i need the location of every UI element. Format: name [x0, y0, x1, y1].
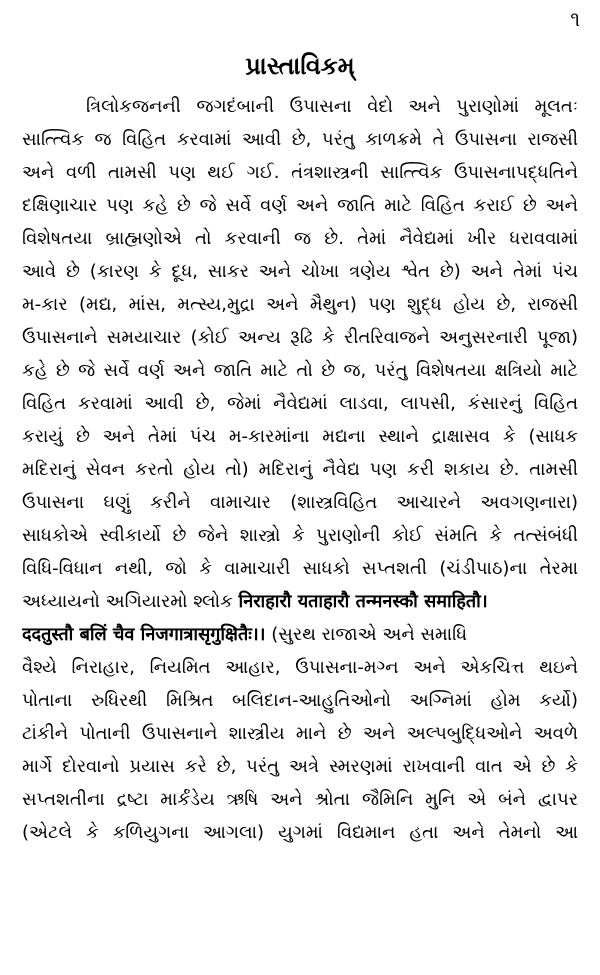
- text-line: માર્ગે દોરવાનો પ્રયાસ કરે છે, પરંતુ અત્રે સ્મરણમાં રાખવાની વાત એ છે કે: [22, 756, 578, 777]
- text-line-with-shloka: [22, 618, 578, 651]
- text-line: સાત્ત્વિક જ વિહિત કરવામાં આવી છે, પરંતુ કાળક્રમે તે ઉપાસના રાજસી: [22, 129, 578, 150]
- text-line: વૈશ્યે નિરાહાર, નિયમિત આહાર, ઉપાસના-મગ્ન અને એકચિત્ત થઇને: [22, 657, 578, 678]
- text-line: દક્ષિણાચાર પણ કહે છે જે સર્વે વર્ણ અને જાતિ માટે વિહિત કરાઈ છે અને: [22, 195, 578, 216]
- text-line: પોતાના રુધિરથી મિશ્રિત બલિદાન-આહુતિઓનો અગ્નિમાં હોમ કર્યો): [22, 690, 578, 711]
- text-line: ત્રિલોકજનની જગદંબાની ઉપાસના વેદો અને પુરાણોમાં મૂલતઃ: [86, 96, 578, 117]
- text-line: વિધિ-વિધાન નથી, જો કે વામાચારી સાધકો સપ્તશતી (ચંડીપાઠ)ના તેરમા: [22, 558, 578, 579]
- page-title: પ્રાસ્તાવિકમ્: [245, 52, 355, 80]
- text-line: વિશેષતયા બ્રાહ્મણોએ તો કરવાની જ છે. તેમાં નૈવેદ્યમાં ખીર ધરાવવામાં: [22, 228, 578, 249]
- text-line: કહે છે જે સર્વે વર્ણ અને જાતિ માટે તો છે જ, પરંતુ વિશેષતયા ક્ષત્રિયો માટે: [22, 360, 578, 381]
- body-text: [22, 90, 578, 849]
- text-line: સપ્તશતીના દ્રષ્ટા માર્કંડેય ઋષિ અને શ્રોતા જૈમિનિ મુનિ એ બંને દ્વાપર: [22, 789, 578, 810]
- text-line-with-shloka: [22, 585, 578, 618]
- text-line: આવે છે (કારણ કે દૂધ, સાકર અને ચોખા ત્રણેય શ્વેત છે) અને તેમાં પંચ: [22, 261, 578, 282]
- text-line: (એટલે કે કળિયુગના આગલા) યુગમાં વિદ્યમાન હતા અને તેમનો આ: [22, 822, 578, 843]
- gujarati-text: (સુરથ રાજાએ અને સમાધિ: [265, 624, 468, 645]
- sanskrit-shloka: निराहारौ यताहारौ तन्मनस्कौ समाहितौ।: [238, 591, 488, 612]
- text-line: વિહિત કરવામાં આવી છે, જેમાં નૈવેદ્યમાં લાડવા, લાપસી, કંસારનું વિહિત: [22, 393, 578, 414]
- text-line: ટાંકીને પોતાની ઉપાસનાને શાસ્ત્રીય માને છે અને અલ્પબુદ્ધિઓને અવળે: [22, 723, 578, 744]
- text-line: મ-કાર (મદ્ય, માંસ, મત્સ્ય,મુદ્રા અને મૈથુન) પણ શુદ્ધ હોય છે, રાજસી: [22, 294, 578, 315]
- text-line: ઉપાસનાને સમયાચાર (કોઈ અન્ય રૂઢિ કે રીતરિવાજને અનુસરનારી પૂજા): [22, 327, 578, 348]
- text-line: કરાયું છે અને તેમાં પંચ મ-કારમાંના મદ્યના સ્થાને દ્રાક્ષાસવ કે (સાધક: [22, 426, 578, 447]
- page-number: ૧: [570, 7, 580, 31]
- text-line: મદિરાનું સેવન કરતો હોય તો) મદિરાનું નૈવેદ્ય પણ કરી શકાય છે. તામસી: [22, 459, 578, 480]
- text-line: ઉપાસના ઘણું કરીને વામાચાર (શાસ્ત્રવિહિત આચારને અવગણનારા): [22, 492, 578, 513]
- sanskrit-shloka: ददतुस्तौ बलिं चैव निजगात्रासृगुक्षितैः।।: [22, 624, 266, 645]
- gujarati-text: અધ્યાયનો અગિયારમો શ્લોક: [22, 591, 239, 612]
- text-line: સાધકોએ સ્વીકાર્યો છે જેને શાસ્ત્રો કે પુરાણોની કોઈ સંમતિ કે તત્સંબંધી: [22, 525, 578, 546]
- text-line: અને વળી તામસી પણ થઈ ગઈ. તંત્રશાસ્ત્રની સાત્ત્વિક ઉપાસનાપદ્ધતિને: [22, 162, 578, 183]
